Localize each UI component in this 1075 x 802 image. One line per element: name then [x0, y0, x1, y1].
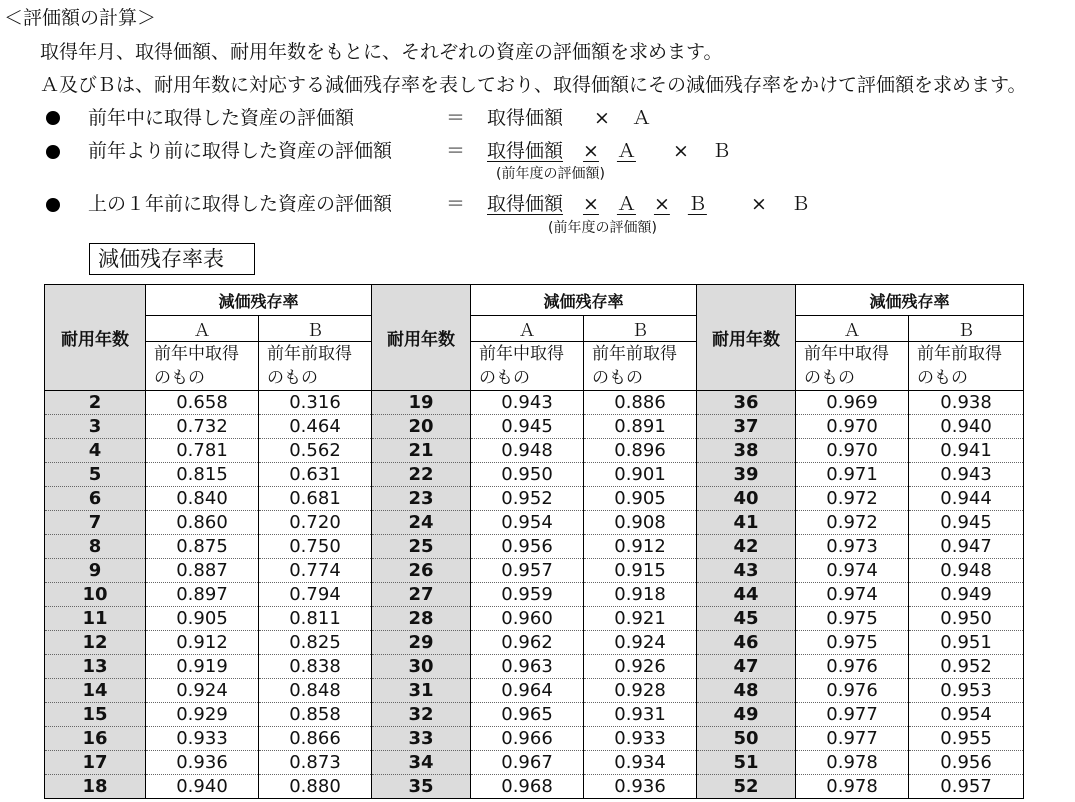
formula-3-times-b2: ×	[751, 193, 767, 215]
years-cell: 24	[372, 511, 471, 535]
rate-a-cell: 0.875	[146, 535, 259, 559]
rate-a-cell: 0.860	[146, 511, 259, 535]
rate-b-cell: 0.631	[259, 463, 372, 487]
years-cell: 5	[45, 463, 146, 487]
rate-a-cell: 0.963	[471, 655, 584, 679]
rate-a-cell: 0.781	[146, 439, 259, 463]
years-cell: 31	[372, 679, 471, 703]
rate-b-cell: 0.918	[584, 583, 697, 607]
rate-a-cell: 0.964	[471, 679, 584, 703]
table-row	[45, 391, 1024, 415]
years-cell: 49	[697, 703, 796, 727]
rate-a-cell: 0.924	[146, 679, 259, 703]
years-cell: 10	[45, 583, 146, 607]
rate-b-cell: 0.866	[259, 727, 372, 751]
rate-a-cell: 0.973	[796, 535, 909, 559]
rate-a-cell: 0.976	[796, 679, 909, 703]
years-cell: 39	[697, 463, 796, 487]
rate-a-cell: 0.974	[796, 583, 909, 607]
table-row	[45, 535, 1024, 559]
formula-3-note: (前年度の評価額)	[548, 220, 657, 236]
rate-a-cell: 0.971	[796, 463, 909, 487]
rate-b-cell: 0.928	[584, 679, 697, 703]
years-cell: 52	[697, 775, 796, 799]
formula-1-times: ×	[594, 107, 610, 129]
rate-b-cell: 0.880	[259, 775, 372, 799]
formula-2-note: (前年度の評価額)	[496, 166, 605, 182]
rate-a-cell: 0.929	[146, 703, 259, 727]
years-cell: 21	[372, 439, 471, 463]
header-sub-a-line1: 前年中取得	[479, 344, 565, 364]
years-cell: 28	[372, 607, 471, 631]
rate-a-cell: 0.956	[471, 535, 584, 559]
header-sub-b-line2: のもの	[917, 368, 969, 388]
table-row	[45, 439, 1024, 463]
rate-a-cell: 0.950	[471, 463, 584, 487]
rate-a-cell: 0.970	[796, 415, 909, 439]
formula-3-underlined-term	[487, 192, 731, 216]
years-cell: 23	[372, 487, 471, 511]
rate-b-cell: 0.951	[909, 631, 1024, 655]
years-cell: 14	[45, 679, 146, 703]
years-cell: 27	[372, 583, 471, 607]
table-title: 減価残存率表	[89, 243, 255, 275]
rate-a-cell: 0.945	[471, 415, 584, 439]
years-cell: 37	[697, 415, 796, 439]
rate-a-cell: 0.976	[796, 655, 909, 679]
rate-a-cell: 0.960	[471, 607, 584, 631]
years-cell: 17	[45, 751, 146, 775]
rate-a-cell: 0.957	[471, 559, 584, 583]
rate-a-cell: 0.919	[146, 655, 259, 679]
rate-b-cell: 0.750	[259, 535, 372, 559]
rate-a-cell: 0.978	[796, 775, 909, 799]
formula-2-times-b: ×	[673, 140, 689, 162]
table-row	[45, 607, 1024, 631]
rate-a-cell: 0.962	[471, 631, 584, 655]
header-sub-a	[796, 342, 909, 391]
rate-a-cell: 0.970	[796, 439, 909, 463]
formula-2-equals: ＝	[446, 140, 466, 162]
table-row	[45, 583, 1024, 607]
rate-b-cell: 0.948	[909, 559, 1024, 583]
header-sub-b-line1: 前年前取得	[267, 344, 352, 364]
rate-b-cell: 0.921	[584, 607, 697, 631]
years-cell: 44	[697, 583, 796, 607]
rate-a-cell: 0.972	[796, 511, 909, 535]
rate-b-cell: 0.848	[259, 679, 372, 703]
rate-a-cell: 0.977	[796, 727, 909, 751]
table-row	[45, 655, 1024, 679]
table-row	[45, 487, 1024, 511]
years-cell: 45	[697, 607, 796, 631]
rate-b-cell: 0.934	[584, 751, 697, 775]
header-col-a: Ａ	[471, 316, 584, 342]
rate-b-cell: 0.858	[259, 703, 372, 727]
rate-b-cell: 0.945	[909, 511, 1024, 535]
rate-a-cell: 0.948	[471, 439, 584, 463]
rate-b-cell: 0.794	[259, 583, 372, 607]
header-sub-b-line1: 前年前取得	[592, 344, 678, 364]
years-cell: 13	[45, 655, 146, 679]
bullet-icon	[46, 145, 60, 159]
header-rate: 減価残存率	[796, 285, 1024, 316]
years-cell: 46	[697, 631, 796, 655]
formula-1-equals: ＝	[446, 107, 466, 129]
depreciation-rate-table	[44, 284, 1024, 799]
years-cell: 26	[372, 559, 471, 583]
rate-a-cell: 0.967	[471, 751, 584, 775]
rate-b-cell: 0.943	[909, 463, 1024, 487]
rate-b-cell: 0.905	[584, 487, 697, 511]
years-cell: 8	[45, 535, 146, 559]
rate-a-cell: 0.959	[471, 583, 584, 607]
formula-3-b2: Ｂ	[791, 193, 811, 215]
header-sub-b	[259, 342, 372, 391]
rate-b-cell: 0.938	[909, 391, 1024, 415]
rate-b-cell: 0.562	[259, 439, 372, 463]
table-row	[45, 463, 1024, 487]
rate-a-cell: 0.943	[471, 391, 584, 415]
years-cell: 11	[45, 607, 146, 631]
formula-3-equals: ＝	[446, 193, 466, 215]
rate-a-cell: 0.952	[471, 487, 584, 511]
table-row	[45, 511, 1024, 535]
table-row	[45, 631, 1024, 655]
table-row	[45, 727, 1024, 751]
formula-2-b: Ｂ	[712, 140, 732, 162]
years-cell: 51	[697, 751, 796, 775]
years-cell: 33	[372, 727, 471, 751]
rate-b-cell: 0.912	[584, 535, 697, 559]
years-cell: 35	[372, 775, 471, 799]
years-cell: 4	[45, 439, 146, 463]
rate-b-cell: 0.811	[259, 607, 372, 631]
years-cell: 19	[372, 391, 471, 415]
years-cell: 30	[372, 655, 471, 679]
rate-a-cell: 0.940	[146, 775, 259, 799]
header-sub-a-line2: のもの	[804, 368, 856, 388]
rate-b-cell: 0.891	[584, 415, 697, 439]
rate-a-cell: 0.905	[146, 607, 259, 631]
rate-a-cell: 0.969	[796, 391, 909, 415]
rate-a-cell: 0.975	[796, 631, 909, 655]
header-rate: 減価残存率	[146, 285, 372, 316]
section-heading: ＜評価額の計算＞	[4, 7, 157, 29]
formula-3-times: ×	[583, 193, 599, 215]
years-cell: 38	[697, 439, 796, 463]
rate-a-cell: 0.966	[471, 727, 584, 751]
years-cell: 7	[45, 511, 146, 535]
rate-a-cell: 0.887	[146, 559, 259, 583]
years-cell: 20	[372, 415, 471, 439]
years-cell: 22	[372, 463, 471, 487]
rate-b-cell: 0.949	[909, 583, 1024, 607]
formula-3-label: 上の１年前に取得した資産の評価額	[88, 193, 393, 215]
header-sub-a-line1: 前年中取得	[154, 344, 239, 364]
table-body	[45, 391, 1024, 799]
header-sub-b-line2: のもの	[267, 368, 318, 388]
formula-3-a: Ａ	[616, 193, 636, 215]
rate-a-cell: 0.954	[471, 511, 584, 535]
table-row	[45, 559, 1024, 583]
rate-b-cell: 0.933	[584, 727, 697, 751]
rate-a-cell: 0.933	[146, 727, 259, 751]
formula-3-times-b: ×	[653, 193, 670, 215]
years-cell: 42	[697, 535, 796, 559]
rate-b-cell: 0.901	[584, 463, 697, 487]
rate-a-cell: 0.975	[796, 607, 909, 631]
years-cell: 50	[697, 727, 796, 751]
years-cell: 16	[45, 727, 146, 751]
rate-a-cell: 0.977	[796, 703, 909, 727]
years-cell: 12	[45, 631, 146, 655]
rate-b-cell: 0.838	[259, 655, 372, 679]
header-col-b: Ｂ	[584, 316, 697, 342]
years-cell: 25	[372, 535, 471, 559]
rate-a-cell: 0.968	[471, 775, 584, 799]
header-sub-b-line2: のもの	[592, 368, 644, 388]
formula-2-times: ×	[583, 140, 599, 162]
rate-b-cell: 0.825	[259, 631, 372, 655]
header-sub-a	[146, 342, 259, 391]
rate-b-cell: 0.944	[909, 487, 1024, 511]
rate-b-cell: 0.774	[259, 559, 372, 583]
rate-b-cell: 0.316	[259, 391, 372, 415]
formula-3-price: 取得価額	[487, 193, 564, 215]
rate-a-cell: 0.840	[146, 487, 259, 511]
rate-a-cell: 0.815	[146, 463, 259, 487]
rate-a-cell: 0.936	[146, 751, 259, 775]
rate-b-cell: 0.952	[909, 655, 1024, 679]
rate-a-cell: 0.897	[146, 583, 259, 607]
header-col-a: Ａ	[796, 316, 909, 342]
years-cell: 32	[372, 703, 471, 727]
years-cell: 41	[697, 511, 796, 535]
years-cell: 36	[697, 391, 796, 415]
rate-b-cell: 0.954	[909, 703, 1024, 727]
formula-2-a: Ａ	[616, 140, 636, 162]
formula-1-a: Ａ	[632, 107, 652, 129]
header-sub-b	[584, 342, 697, 391]
intro-text-2: Ａ及びＢは、耐用年数に対応する減価残存率を表しており、取得価額にその減価残存率をかけて評価額を求めます。	[40, 74, 1027, 96]
rate-b-cell: 0.464	[259, 415, 372, 439]
formula-1-label: 前年中に取得した資産の評価額	[88, 107, 355, 129]
years-cell: 6	[45, 487, 146, 511]
intro-text-1: 取得年月、取得価額、耐用年数をもとに、それぞれの資産の評価額を求めます。	[40, 41, 723, 63]
rate-a-cell: 0.972	[796, 487, 909, 511]
years-cell: 29	[372, 631, 471, 655]
rate-b-cell: 0.941	[909, 439, 1024, 463]
bullet-icon	[46, 111, 60, 125]
years-cell: 40	[697, 487, 796, 511]
header-years: 耐用年数	[697, 285, 796, 391]
rate-b-cell: 0.936	[584, 775, 697, 799]
years-cell: 18	[45, 775, 146, 799]
header-sub-a-line1: 前年中取得	[804, 344, 890, 364]
years-cell: 9	[45, 559, 146, 583]
table-row	[45, 751, 1024, 775]
rate-b-cell: 0.681	[259, 487, 372, 511]
rate-b-cell: 0.931	[584, 703, 697, 727]
header-rate: 減価残存率	[471, 285, 697, 316]
header-years: 耐用年数	[45, 285, 146, 391]
formula-1-price: 取得価額	[487, 107, 564, 129]
header-col-a: Ａ	[146, 316, 259, 342]
header-col-b: Ｂ	[909, 316, 1024, 342]
formula-2-price: 取得価額	[487, 140, 564, 162]
rate-b-cell: 0.940	[909, 415, 1024, 439]
header-sub-a	[471, 342, 584, 391]
formula-3-b: Ｂ	[687, 193, 707, 215]
rate-b-cell: 0.915	[584, 559, 697, 583]
rate-b-cell: 0.956	[909, 751, 1024, 775]
rate-a-cell: 0.965	[471, 703, 584, 727]
rate-a-cell: 0.974	[796, 559, 909, 583]
rate-b-cell: 0.950	[909, 607, 1024, 631]
years-cell: 15	[45, 703, 146, 727]
header-sub-a-line2: のもの	[479, 368, 531, 388]
rate-b-cell: 0.955	[909, 727, 1024, 751]
bullet-icon	[46, 198, 60, 212]
years-cell: 34	[372, 751, 471, 775]
years-cell: 2	[45, 391, 146, 415]
rate-b-cell: 0.873	[259, 751, 372, 775]
header-col-b: Ｂ	[259, 316, 372, 342]
rate-a-cell: 0.732	[146, 415, 259, 439]
rate-a-cell: 0.658	[146, 391, 259, 415]
header-sub-b-line1: 前年前取得	[917, 344, 1003, 364]
header-sub-a-line2: のもの	[154, 368, 205, 388]
rate-b-cell: 0.926	[584, 655, 697, 679]
formula-2-underlined-term	[487, 139, 653, 163]
header-sub-b	[909, 342, 1024, 391]
table-row	[45, 679, 1024, 703]
table-row	[45, 775, 1024, 799]
rate-b-cell: 0.908	[584, 511, 697, 535]
rate-a-cell: 0.978	[796, 751, 909, 775]
rate-b-cell: 0.957	[909, 775, 1024, 799]
years-cell: 43	[697, 559, 796, 583]
years-cell: 47	[697, 655, 796, 679]
rate-b-cell: 0.953	[909, 679, 1024, 703]
rate-a-cell: 0.912	[146, 631, 259, 655]
years-cell: 48	[697, 679, 796, 703]
header-years: 耐用年数	[372, 285, 471, 391]
rate-b-cell: 0.720	[259, 511, 372, 535]
rate-b-cell: 0.896	[584, 439, 697, 463]
formula-2-label: 前年より前に取得した資産の評価額	[88, 140, 393, 162]
rate-b-cell: 0.924	[584, 631, 697, 655]
years-cell: 3	[45, 415, 146, 439]
rate-b-cell: 0.947	[909, 535, 1024, 559]
table-row	[45, 703, 1024, 727]
rate-b-cell: 0.886	[584, 391, 697, 415]
table-row	[45, 415, 1024, 439]
